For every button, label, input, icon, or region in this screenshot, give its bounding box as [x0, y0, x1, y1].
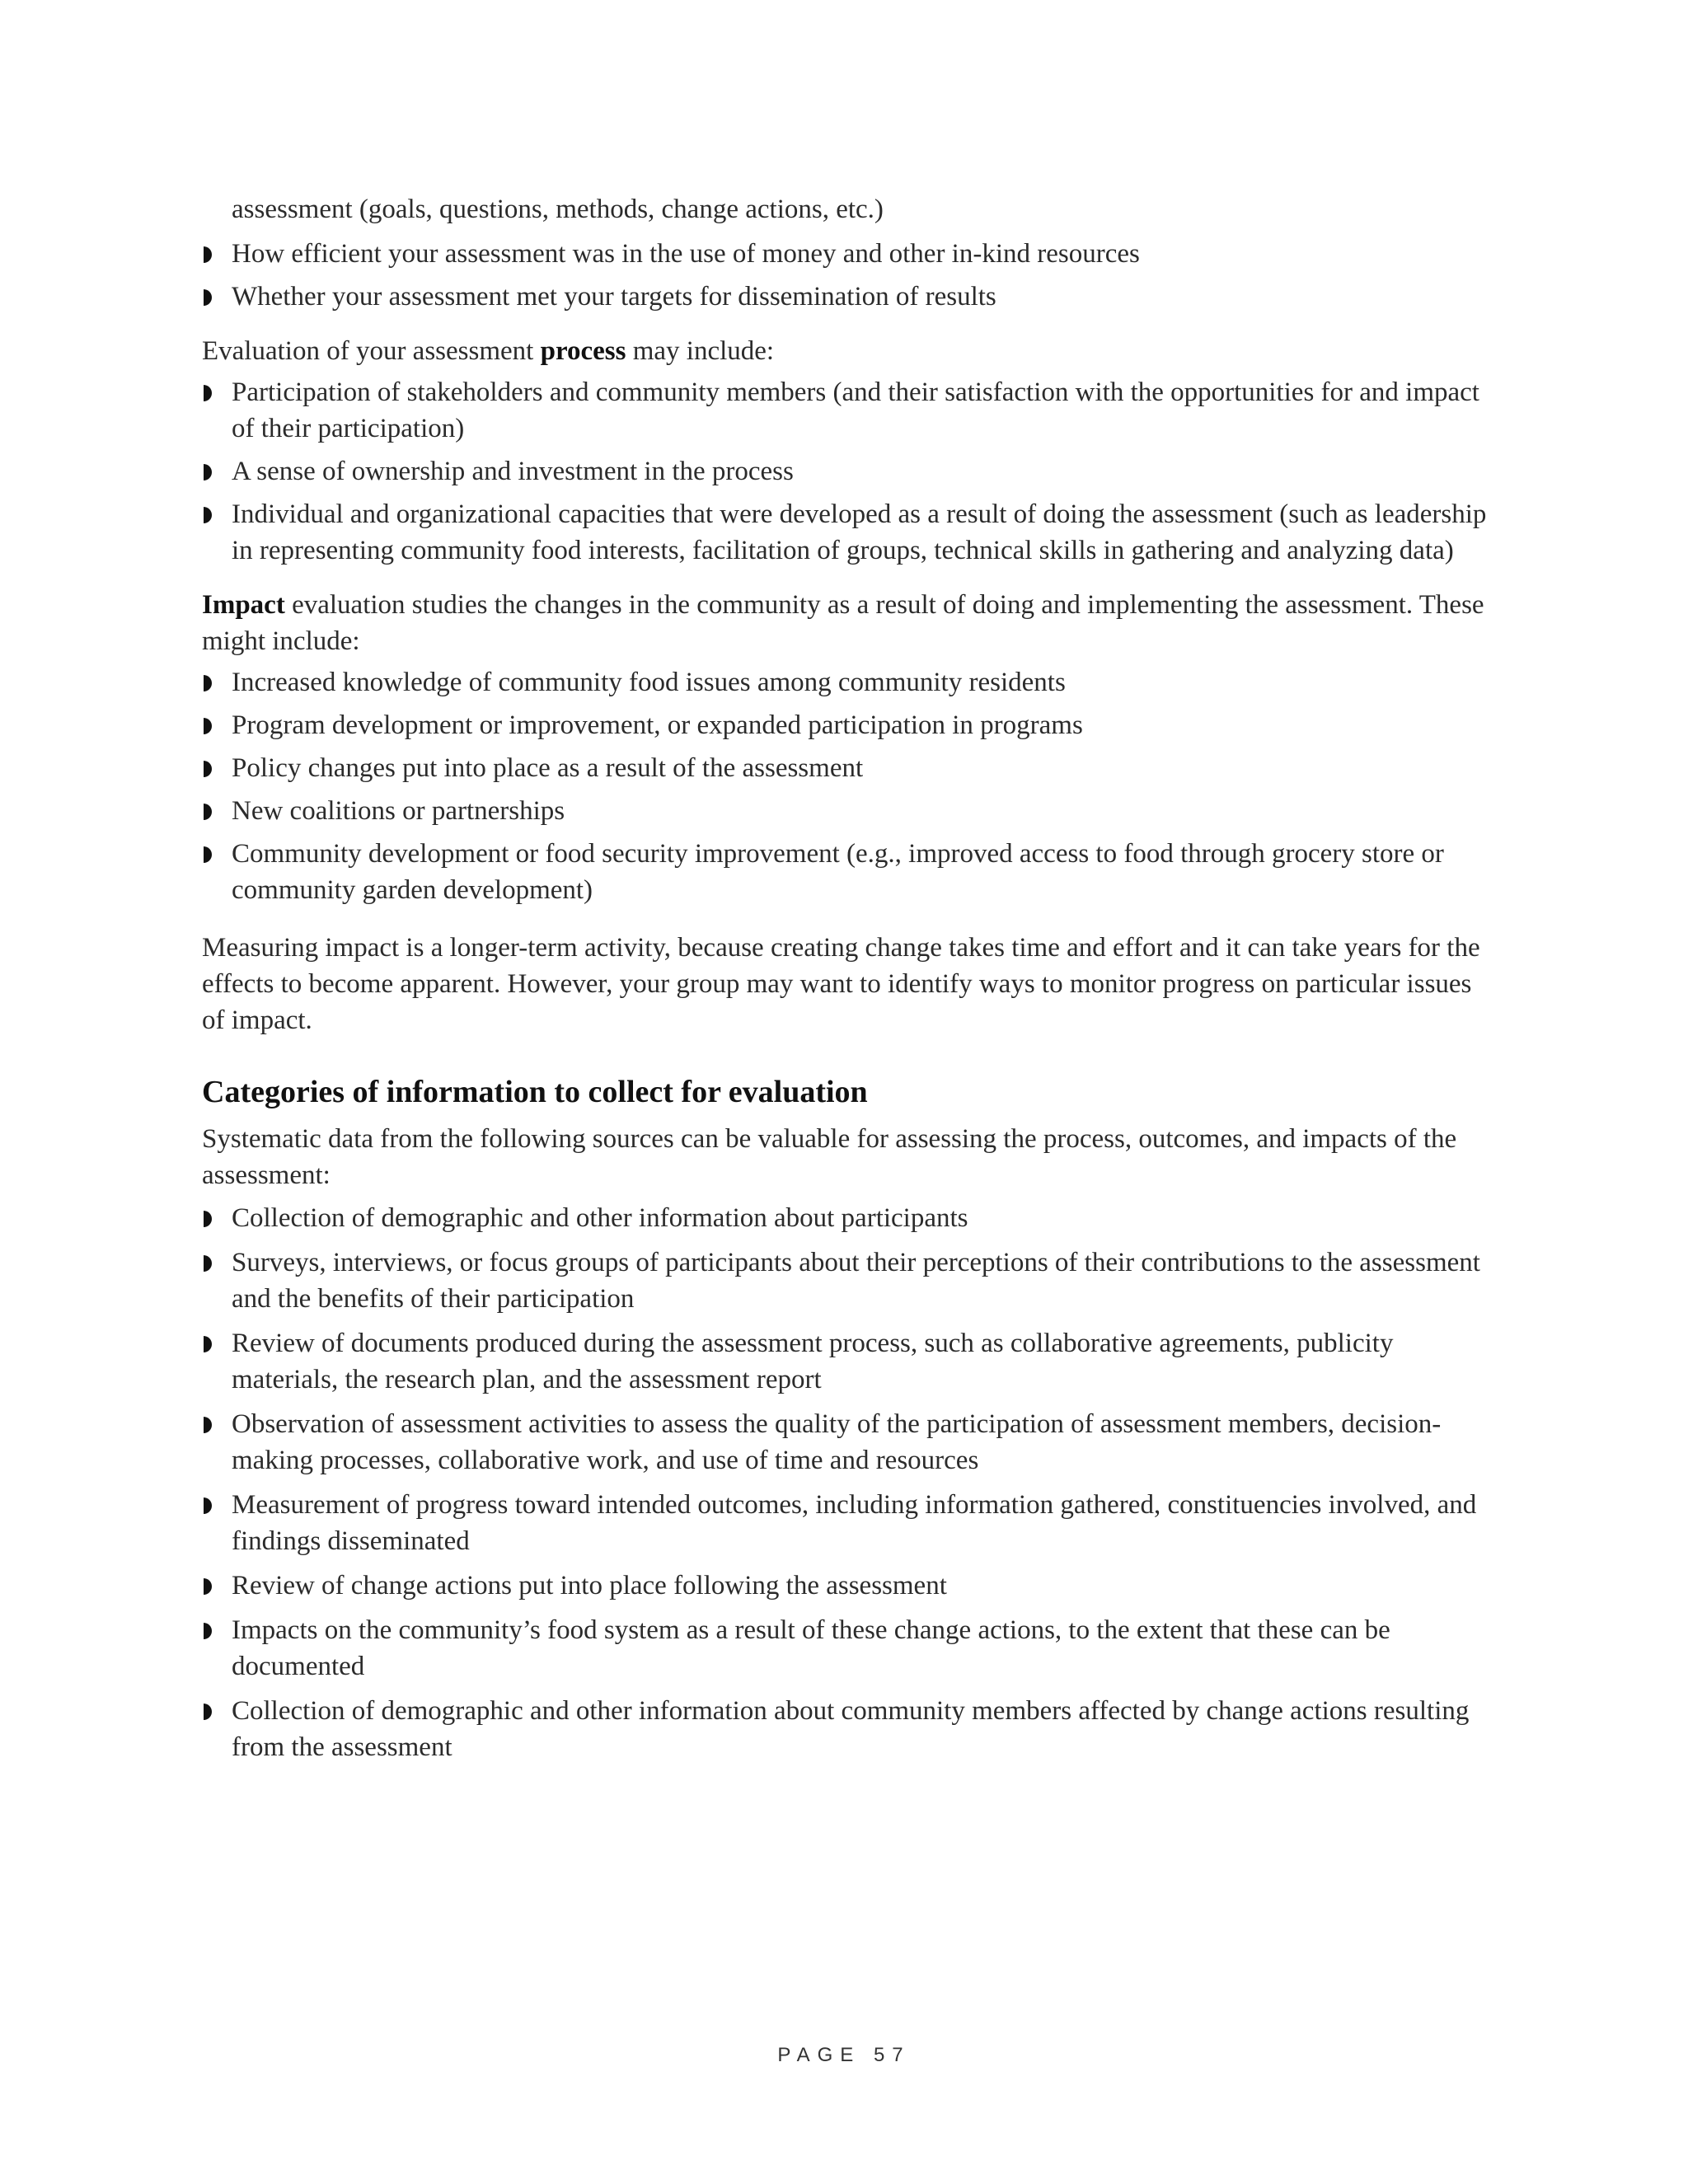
list-item-text: Policy changes put into place as a result of the assessment [232, 753, 864, 783]
list-item [202, 1568, 1488, 1604]
list-item [202, 1693, 1488, 1765]
continuation-text: assessment (goals, questions, methods, change actions, etc.) [232, 194, 884, 224]
list-item [202, 750, 1488, 786]
section-heading: Categories of information to collect for evaluation [202, 1075, 868, 1109]
list-item [202, 1244, 1488, 1317]
list-item-text: Individual and organizational capacities that were developed as a result of doing the assessment (such as leadership in representing community food interests, facilitation of groups, technical skills in gathering and analyzing data) [232, 499, 1487, 565]
list-item [202, 496, 1488, 569]
list-item [202, 1406, 1488, 1479]
half-disc-bullet-icon [202, 1693, 215, 1720]
half-disc-bullet-icon [202, 374, 215, 401]
list-item-text: Impacts on the community’s food system as a result of these change actions, to the extent that these can be documented [232, 1615, 1390, 1681]
process-intro-after: may include: [626, 336, 775, 366]
list-item-text: New coalitions or partnerships [232, 796, 565, 826]
list-item [202, 664, 1488, 701]
half-disc-bullet-icon [202, 1200, 215, 1227]
list-item-text: A sense of ownership and investment in the process [232, 457, 794, 486]
list-item-text: Observation of assessment activities to assess the quality of the participation of assessment members, decision-making processes, collaborative work, and use of time and resources [232, 1409, 1442, 1475]
list-item-text: Whether your assessment met your targets for dissemination of results [232, 282, 996, 312]
list-item [202, 453, 1488, 490]
page-number: PAGE 57 [777, 2044, 911, 2066]
half-disc-bullet-icon [202, 664, 215, 691]
list-item-text: Collection of demographic and other information about community members affected by change actions resulting from the assessment [232, 1696, 1470, 1762]
measuring-paragraph: Measuring impact is a longer-term activity, because creating change takes time and effort and it can take years for the effects to become apparent. However, your group may want to identify ways to monitor progress on particular issues of impact. [202, 933, 1480, 1035]
process-list [202, 374, 1488, 569]
half-disc-bullet-icon [202, 836, 215, 863]
list-item [202, 236, 1488, 272]
half-disc-bullet-icon [202, 1568, 215, 1595]
list-item [202, 374, 1488, 447]
list-item-text: Surveys, interviews, or focus groups of participants about their perceptions of their contributions to the assessment and the benefits of their participation [232, 1248, 1480, 1314]
impact-list [202, 664, 1488, 908]
half-disc-bullet-icon [202, 707, 215, 734]
list-item-text: Collection of demographic and other information about participants [232, 1203, 968, 1233]
half-disc-bullet-icon [202, 236, 215, 263]
impact-intro-after: evaluation studies the changes in the community as a result of doing and implementing the assessment. These might include: [202, 590, 1484, 656]
list-item [202, 1612, 1488, 1685]
evaluation-sources-list [202, 1200, 1488, 1765]
list-item-text: Measurement of progress toward intended outcomes, including information gathered, constituencies involved, and findings disseminated [232, 1490, 1477, 1556]
document-body [202, 191, 1488, 1774]
list-item-text: Program development or improvement, or expanded participation in programs [232, 710, 1083, 740]
list-item [202, 1325, 1488, 1398]
process-intro-before: Evaluation of your assessment [202, 336, 541, 366]
half-disc-bullet-icon [202, 1612, 215, 1639]
top-list [202, 191, 1488, 315]
half-disc-bullet-icon [202, 1487, 215, 1514]
list-item-text: How efficient your assessment was in the use of money and other in-kind resources [232, 239, 1140, 269]
list-item-text: Participation of stakeholders and community members (and their satisfaction with the opportunities for and impact of their participation) [232, 377, 1479, 443]
half-disc-bullet-icon [202, 279, 215, 306]
list-item-text: Review of change actions put into place following the assessment [232, 1571, 947, 1601]
list-item-text: Community development or food security improvement (e.g., improved access to food through grocery store or community garden development) [232, 839, 1444, 905]
half-disc-bullet-icon [202, 1406, 215, 1433]
half-disc-bullet-icon [202, 453, 215, 480]
impact-intro [202, 587, 1488, 659]
list-item [202, 1200, 1488, 1236]
half-disc-bullet-icon [202, 1325, 215, 1352]
half-disc-bullet-icon [202, 750, 215, 777]
half-disc-bullet-icon [202, 1244, 215, 1272]
half-disc-bullet-icon [202, 496, 215, 523]
list-item [202, 279, 1488, 315]
impact-intro-bold: Impact [202, 590, 285, 620]
section-intro: Systematic data from the following sources can be valuable for assessing the process, outcomes, and impacts of the assessment: [202, 1124, 1457, 1190]
list-item [202, 707, 1488, 743]
list-item-continuation [202, 191, 1488, 227]
list-item-text: Review of documents produced during the assessment process, such as collaborative agreements, publicity materials, the research plan, and the assessment report [232, 1329, 1394, 1394]
list-item [202, 1487, 1488, 1559]
half-disc-bullet-icon [202, 793, 215, 820]
list-item [202, 836, 1488, 908]
process-intro [202, 333, 1488, 369]
list-item [202, 793, 1488, 829]
list-item-text: Increased knowledge of community food issues among community residents [232, 668, 1066, 697]
process-intro-bold: process [540, 336, 626, 366]
